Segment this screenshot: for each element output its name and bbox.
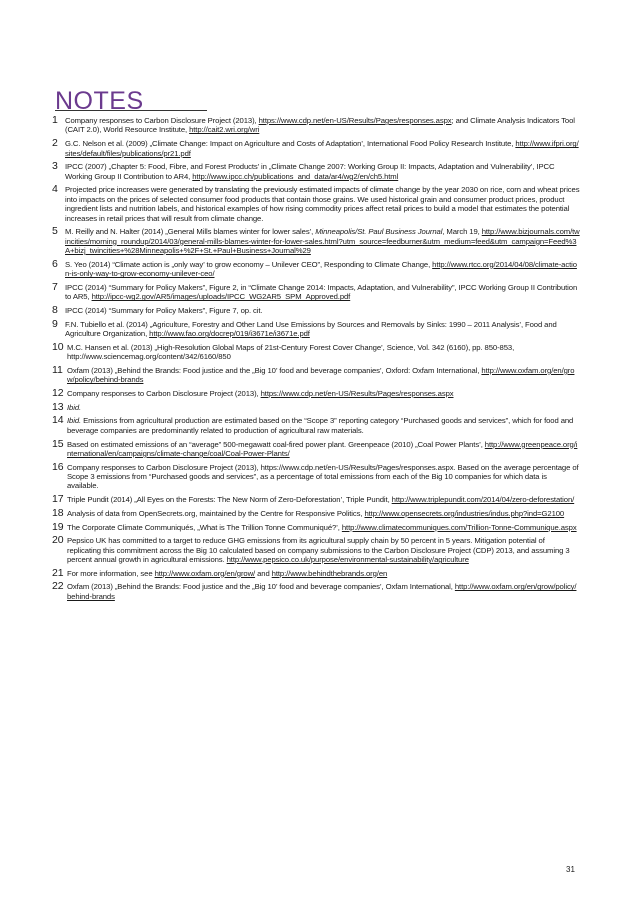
note-text: IPCC (2014) “Summary for Policy Makers”, Figure 2, in “Climate Change 2014: Impacts, Adaptation, and Vulnerability”, IPCC Working Group II Contribution to AR5, [65, 282, 578, 302]
note-number: 17 [52, 493, 64, 506]
note-number: 18 [52, 506, 64, 519]
note-link[interactable]: http://www.behindthebrands.org/en [271, 568, 388, 578]
note-number: 16 [52, 460, 64, 473]
note-item [52, 437, 580, 459]
note-item [52, 389, 580, 398]
note-link[interactable]: http://ipcc-wg2.gov/AR5/images/uploads/IPCC_WG2AR5_SPM_Approved.pdf [91, 292, 351, 302]
note-item [52, 566, 580, 579]
note-text: , March 19, [442, 227, 482, 237]
note-number: 11 [52, 363, 63, 376]
note-link[interactable]: http://www.opensecrets.org/industries/indus.php?ind=G2100 [364, 508, 565, 518]
note-item [52, 317, 580, 339]
note-item [52, 280, 580, 302]
note-text: Company responses to Carbon Disclosure Project (2013), [65, 116, 259, 125]
note-item [52, 303, 580, 316]
note-number: 19 [52, 520, 64, 533]
note-item [52, 139, 580, 158]
note-link[interactable]: http://www.oxfam.org/en/grow/ [154, 568, 256, 578]
note-text: S. Yeo (2014) “Climate action is „only way’ to grow economy – Unilever CEO”, Responding to Climate Change, [65, 259, 433, 269]
note-link[interactable]: http://www.greenpeace.org/international/en/campaigns/climate-change/coal/Coal-Power-Plants/ [67, 439, 578, 458]
note-text: Company responses to Carbon Disclosure Project (2013), [67, 389, 261, 399]
note-number: 22 [52, 580, 64, 593]
note-number: 13 [52, 400, 64, 413]
note-item [52, 520, 580, 533]
note-text: F.N. Tubiello et al. (2014) „Agriculture, Forestry and Other Land Use Emissions by Sources and Removals by Sinks: 1990 – 2011 Analysis’, Food and Agriculture Organization, [65, 319, 557, 339]
note-italic-text: Minneapolis/St. Paul Business Journal [315, 227, 443, 237]
note-link[interactable]: http://www.triplepundit.com/2014/04/zero-deforestation/ [391, 495, 575, 505]
note-text: Based on estimated emissions of an “average” 500-megawatt coal-fired power plant. Greenpeace (2010) „Coal Power Plants’, [67, 439, 485, 449]
note-number: 10 [52, 340, 64, 353]
note-link[interactable]: http://www.climatecommuniques.com/Trillion-Tonne-Communique.aspx [341, 522, 577, 532]
note-italic-text: Ibid. [67, 416, 82, 426]
note-text: For more information, see [67, 568, 155, 578]
note-link[interactable]: http://www.oxfam.org/en/grow/policy/behind-brands [67, 582, 577, 601]
note-text: ; and Climate Analysis Indicators Tool (CAIT 2.0), World Resource Institute, [65, 116, 575, 135]
note-text: Analysis of data from OpenSecrets.org, maintained by the Centre for Responsive Politics, [67, 508, 365, 518]
note-link[interactable]: http://www.bizjournals.com/twincities/morning_roundup/2014/03/general-mills-blames-winter-for-lower-sales.html?utm_source=feedburner&utm_medium=feed&utm_campaign=Feed%3A+bizj_twincities+%28Minneapolis+%2F+St.+Paul+Business+Journal%29 [65, 227, 580, 256]
note-link[interactable]: http://cait2.wri.org/wri [189, 125, 260, 135]
note-text: M.C. Hansen et al. (2013) „High-Resolution Global Maps of 21st-Century Forest Cover Change’, Science, Vol. 342 (6160), pp. 850-853, http://www.sciencemag.org/content/342/6160/850 [67, 342, 515, 362]
note-item [52, 162, 580, 181]
note-number: 8 [52, 303, 58, 316]
note-number: 7 [52, 280, 58, 293]
note-item [52, 340, 580, 362]
note-number: 15 [52, 437, 64, 450]
note-number: 3 [52, 160, 58, 173]
note-item [52, 257, 580, 279]
note-number: 1 [52, 114, 58, 126]
note-text: Triple Pundit (2014) „All Eyes on the Forests: The New Norm of Zero-Deforestation’, Triple Pundit, [67, 495, 392, 505]
note-item [52, 506, 580, 519]
note-number: 9 [52, 317, 58, 330]
note-item [52, 416, 580, 435]
note-number: 5 [52, 225, 58, 238]
note-item [52, 185, 580, 223]
note-text: Company responses to Carbon Disclosure Project (2013), https://www.cdp.net/en-US/Results/Pages/responses.aspx. Based on the average percentage of Scope 3 emissions from “Purchased goods and services”, as a percentage of total emissions from each of the Big 10 companies for which data is available. [67, 462, 579, 491]
note-item [52, 495, 580, 504]
note-text: M. Reilly and N. Halter (2014) „General Mills blames winter for lower sales’, [65, 227, 316, 237]
note-number: 2 [52, 137, 58, 150]
page-heading: NOTES [55, 86, 144, 115]
note-number: 14 [52, 414, 64, 427]
note-item [52, 460, 580, 491]
note-text: IPCC (2014) “Summary for Policy Makers”, Figure 7, op. cit. [65, 305, 263, 315]
heading-rule [55, 110, 207, 111]
note-link[interactable]: http://www.fao.org/docrep/019/i3671e/i3671e.pdf [149, 329, 310, 339]
note-item [52, 227, 580, 255]
note-item [52, 400, 580, 413]
note-number: 4 [52, 183, 58, 196]
note-number: 21 [52, 566, 64, 579]
note-text: IPCC (2007) „Chapter 5: Food, Fibre, and Forest Products’ in „Climate Change 2007: Working Group II: Impacts, Adaptation and Vulnerability’, IPCC Working Group II Contribution to AR4, [65, 162, 555, 181]
note-link[interactable]: http://www.rtcc.org/2014/04/08/climate-action-is-only-way-to-grow-economy-unilever-ceo/ [65, 259, 577, 279]
note-text: and [255, 568, 272, 578]
page-number: 31 [566, 865, 575, 874]
note-italic-text: Ibid. [67, 402, 82, 412]
note-item [52, 536, 580, 564]
note-link[interactable]: http://www.oxfam.org/en/grow/policy/behind-brands [67, 365, 575, 385]
note-text: G.C. Nelson et al. (2009) „Climate Change: Impact on Agriculture and Costs of Adaptation’, International Food Policy Research Institute, [65, 139, 516, 149]
note-text: Emissions from agricultural production are estimated based on the “Scope 3” reporting category “Purchased goods and services”, which for food and beverage companies are predominantly related to production of agricultural raw materials. [67, 416, 574, 435]
note-link[interactable]: http://www.pepsico.co.uk/purpose/environmental-sustainability/agriculture [226, 555, 469, 565]
note-item [52, 116, 580, 135]
note-number: 12 [52, 387, 64, 400]
note-text: Pepsico UK has committed to a target to reduce GHG emissions from its agricultural supply chain by 50 percent in 5 years. Mitigation potential of replicating this commitment across the Big 10 calculated based on company submissions to the Carbon Disclosure Project (CDP) 2013, and assuming 3 percent annual growth in agricultural emissions. [67, 536, 570, 565]
note-link[interactable]: http://www.ipcc.ch/publications_and_data/ar4/wg2/en/ch5.html [192, 171, 399, 181]
note-item [52, 582, 580, 601]
note-text: Oxfam (2013) „Behind the Brands: Food justice and the „Big 10’ food and beverage companies’, Oxford: Oxfam International, [67, 365, 482, 375]
note-link[interactable]: http://www.ifpri.org/sites/default/files/publications/pr21.pdf [65, 139, 579, 158]
note-number: 20 [52, 534, 64, 547]
note-text: The Corporate Climate Communiqués, „What is The Trillion Tonne Communiqué?’, [67, 522, 342, 532]
notes-list [52, 116, 580, 606]
note-number: 6 [52, 257, 58, 270]
note-item [52, 363, 580, 385]
note-text: Projected price increases were generated by translating the previously estimated impacts of climate change by the year 2030 on rice, corn and wheat prices into impacts on the prices of selected consumer food products that contain those grains. We used historical grain and consumer product prices, product ingredient lists and nutrition labels, and historical examples of how rising commodity prices affect retail prices to build a model that estimates the potential increases in retail prices that will result from climate change. [65, 185, 580, 223]
note-link[interactable]: https://www.cdp.net/en-US/Results/Pages/responses.aspx [258, 116, 452, 125]
note-text: Oxfam (2013) „Behind the Brands: Food justice and the „Big 10’ food and beverage companies’, Oxfam International, [67, 582, 455, 592]
note-link[interactable]: https://www.cdp.net/en-US/Results/Pages/responses.aspx [260, 389, 454, 399]
